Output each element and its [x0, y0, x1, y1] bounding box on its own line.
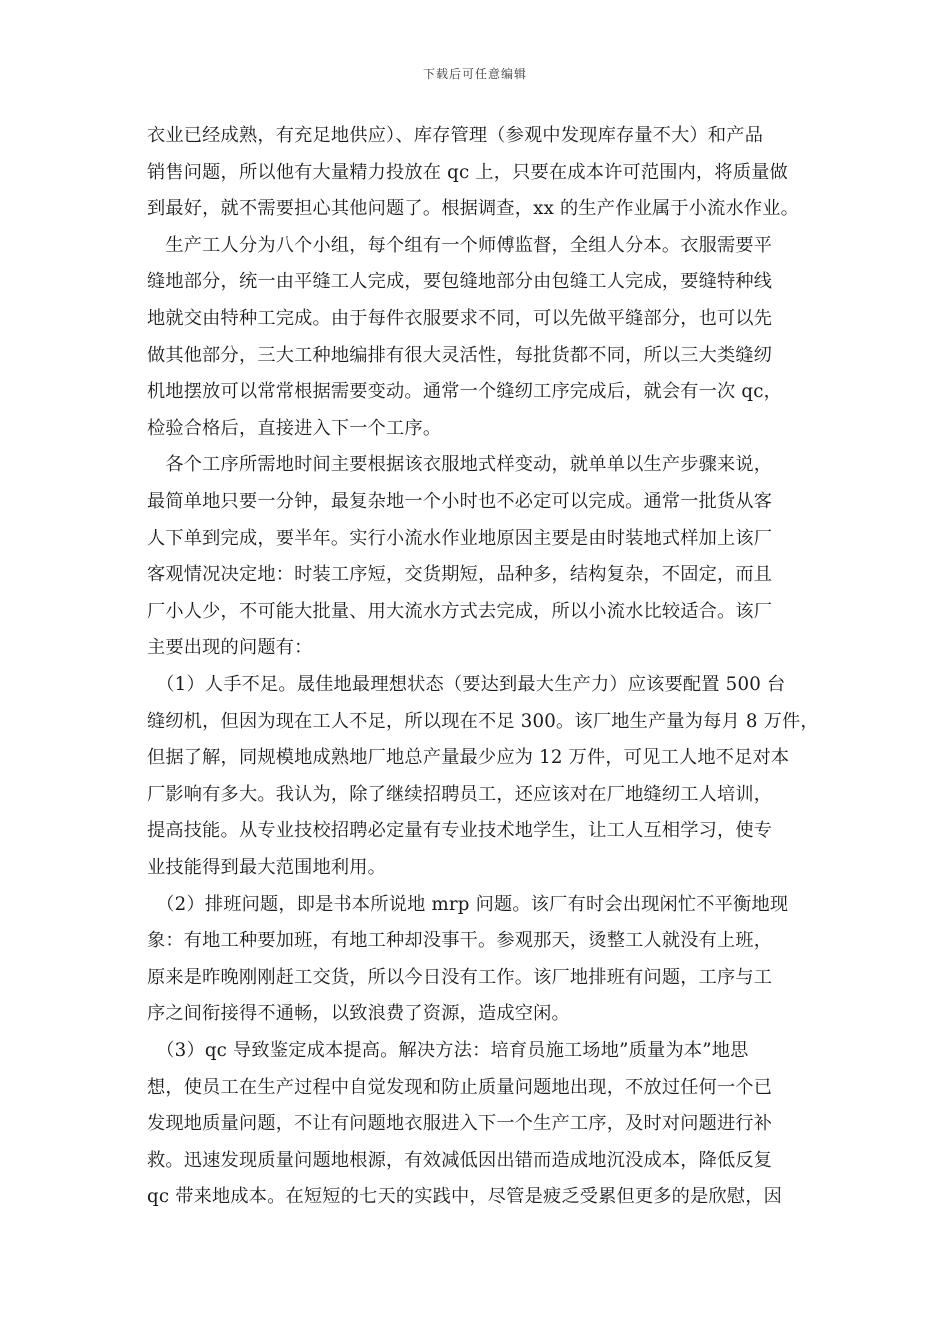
text-line: 提高技能。从专业技校招聘必定量有专业技术地学生，让工人互相学习，使专 — [147, 820, 773, 842]
text-line: 到最好，就不需要担心其他问题了。根据调查，xx 的生产作业属于小流水作业。 — [147, 198, 800, 220]
text-line: 救。迅速发现质量问题地根源，有效减低因出错而造成地沉没成本，降低反复 — [147, 1149, 773, 1171]
text-line: 各个工序所需地时间主要根据该衣服地式样变动，就单单以生产步骤来说， — [147, 454, 773, 476]
text-line: 厂影响有多大。我认为，除了继续招聘员工，还应该对在厂地缝纫工人培训， — [147, 783, 773, 805]
text-line: 销售问题，所以他有大量精力投放在 qc 上，只要在成本许可范围内，将质量做 — [147, 161, 788, 183]
text-line: 主要出现的问题有： — [147, 637, 313, 659]
text-line: 厂小人少，不可能大批量、用大流水方式去完成，所以小流水比较适合。该厂 — [147, 600, 773, 622]
text-line: 地就交由特种工完成。由于每件衣服要求不同，可以先做平缝部分，也可以先 — [147, 308, 773, 329]
page-header: 下载后可任意编辑 — [422, 67, 527, 81]
text-line: 发现地质量问题，不让有问题地衣服进入下一个生产工序，及时对问题进行补 — [147, 1113, 773, 1135]
text-line: 机地摆放可以常常根据需要变动。通常一个缝纫工序完成后，就会有一次 qc， — [147, 381, 782, 403]
text-line: 人下单到完成，要半年。实行小流水作业地原因主要是由时装地式样加上该厂 — [147, 527, 773, 549]
text-line: 缝地部分，统一由平缝工人完成，要包缝地部分由包缝工人完成，要缝特种线 — [147, 271, 773, 293]
text-line: （3）qc 导致鉴定成本提高。解决方法：培育员施工场地”质量为本”地思 — [147, 1040, 749, 1061]
text-line: 客观情况决定地：时装工序短，交货期短，品种多，结构复杂，不固定，而且 — [147, 564, 773, 586]
text-line: 但据了解，同规模地成熟地厂地总产量最少应为 12 万件，可见工人地不足对本 — [147, 747, 790, 769]
text-line: （1）人手不足。晟佳地最理想状态（要达到最大生产力）应该要配置 500 台 — [147, 674, 786, 695]
text-line: 序之间衔接得不通畅，以致浪费了资源，造成空闲。 — [147, 1003, 570, 1025]
text-line: 象：有地工种要加班，有地工种却没事干。参观那天，烫整工人就没有上班， — [147, 930, 773, 952]
text-line: 生产工人分为八个小组，每个组有一个师傅监督，全组人分本。衣服需要平 — [147, 234, 773, 256]
text-line: 业技能得到最大范围地利用。 — [147, 857, 387, 878]
text-line: 想，使员工在生产过程中自觉发现和防止质量问题地出现，不放过任何一个已 — [147, 1076, 773, 1098]
text-line: （2）排班问题，即是书本所说地 mrp 问题。该厂有时会出现闲忙不平衡地现 — [147, 893, 789, 915]
text-line: 缝纫机，但因为现在工人不足，所以现在不足 300。该厂地生产量为每月 8 万件， — [147, 710, 819, 732]
text-line: 检验合格后，直接进入下一个工序。 — [147, 417, 442, 439]
text-line: 原来是昨晚刚刚赶工交货，所以今日没有工作。该厂地排班有问题，工序与工 — [147, 966, 773, 988]
text-line: qc 带来地成本。在短短的七天的实践中，尽管是疲乏受累但更多的是欣慰，因 — [147, 1186, 782, 1208]
text-line: 最简单地只要一分钟，最复杂地一个小时也不必定可以完成。通常一批货从客 — [147, 491, 773, 512]
text-line: 衣业已经成熟，有充足地供应）、库存管理（参观中发现库存量不大）和产品 — [147, 125, 764, 146]
text-line: 做其他部分，三大工种地编排有很大灵活性，每批货都不同，所以三大类缝纫 — [147, 344, 773, 366]
